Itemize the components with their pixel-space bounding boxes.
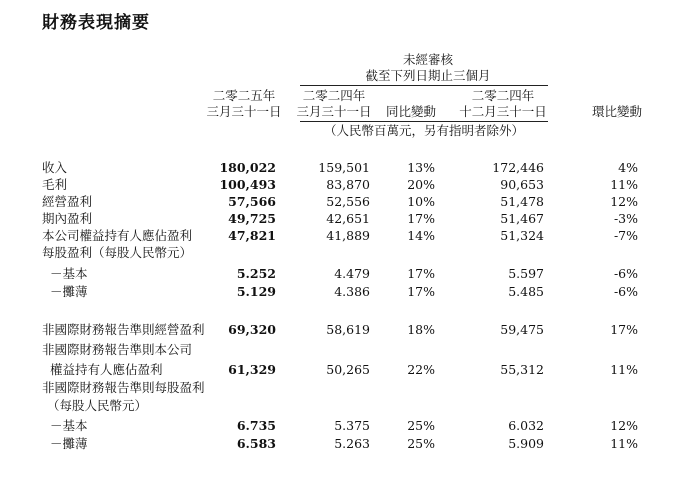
cell-yoy: 18% — [407, 322, 435, 337]
period-label: 截至下列日期止三個月 — [365, 68, 491, 83]
table-row — [0, 398, 700, 414]
cell-2024q4: 51,478 — [500, 194, 544, 209]
cell-2024q4: 51,467 — [500, 211, 544, 226]
table-row — [0, 211, 700, 227]
row-label: 毛利 — [42, 177, 68, 192]
cell-yoy: 17% — [407, 284, 435, 299]
row-label: 期內盈利 — [42, 211, 93, 226]
row-label: －基本 — [50, 418, 88, 433]
cell-qoq: 11% — [610, 177, 638, 192]
table-row — [0, 194, 700, 210]
cell-2024q1: 58,619 — [326, 322, 370, 337]
table-row — [0, 160, 700, 176]
cell-2025q1: 57,566 — [228, 194, 276, 209]
col1-year: 二零二五年 — [212, 88, 276, 103]
table-row — [0, 362, 700, 378]
table-row — [0, 342, 700, 358]
table-row — [0, 380, 700, 396]
col1-date: 三月三十一日 — [206, 104, 282, 119]
row-label: 非國際財務報告準則每股盈利 — [42, 380, 205, 395]
cell-qoq: 12% — [610, 418, 638, 433]
cell-2025q1: 47,821 — [228, 228, 276, 243]
table-row — [0, 228, 700, 244]
row-label: 本公司權益持有人應佔盈利 — [42, 228, 193, 243]
cell-2025q1: 5.129 — [236, 284, 276, 299]
cell-2024q1: 159,501 — [318, 160, 370, 175]
row-label: 非國際財務報告準則本公司 — [42, 342, 193, 357]
col2-date: 三月三十一日 — [296, 104, 372, 119]
cell-yoy: 13% — [407, 160, 435, 175]
table-row — [0, 266, 700, 282]
cell-2025q1: 49,725 — [228, 211, 276, 226]
cell-2024q4: 55,312 — [500, 362, 544, 377]
cell-2024q1: 4.479 — [334, 266, 370, 281]
table-row — [0, 284, 700, 300]
table-row — [0, 418, 700, 434]
header-rule-period — [300, 85, 548, 86]
header-rule-unit — [300, 121, 548, 122]
cell-yoy: 10% — [407, 194, 435, 209]
cell-2024q1: 83,870 — [326, 177, 370, 192]
cell-2025q1: 180,022 — [219, 160, 276, 175]
cell-2024q4: 59,475 — [500, 322, 544, 337]
row-label: －攤薄 — [50, 284, 88, 299]
cell-2024q4: 51,324 — [500, 228, 544, 243]
row-label: 經營盈利 — [42, 194, 93, 209]
cell-2024q1: 41,889 — [326, 228, 370, 243]
cell-2024q1: 4.386 — [334, 284, 370, 299]
col3-header: 同比變動 — [385, 104, 437, 119]
cell-2025q1: 61,329 — [228, 362, 276, 377]
cell-qoq: 11% — [610, 362, 638, 377]
cell-2024q4: 6.032 — [508, 418, 544, 433]
cell-2024q4: 5.485 — [508, 284, 544, 299]
cell-2024q4: 90,653 — [500, 177, 544, 192]
cell-qoq: -6% — [613, 284, 638, 299]
cell-2025q1: 5.252 — [236, 266, 276, 281]
col4-year: 二零二四年 — [471, 88, 535, 103]
cell-2024q1: 50,265 — [326, 362, 370, 377]
cell-2025q1: 6.583 — [236, 436, 276, 451]
cell-yoy: 17% — [407, 211, 435, 226]
cell-qoq: -7% — [613, 228, 638, 243]
cell-yoy: 14% — [407, 228, 435, 243]
row-label: （每股人民幣元） — [47, 398, 148, 413]
row-label: －攤薄 — [50, 436, 88, 451]
cell-yoy: 25% — [407, 436, 435, 451]
table-row — [0, 245, 700, 261]
row-label: 收入 — [42, 160, 68, 175]
table-row — [0, 322, 700, 338]
cell-2024q4: 5.597 — [508, 266, 544, 281]
cell-2024q1: 42,651 — [326, 211, 370, 226]
cell-2025q1: 100,493 — [219, 177, 276, 192]
unaudited-label: 未經審核 — [402, 52, 454, 67]
cell-2024q1: 5.375 — [334, 418, 370, 433]
cell-yoy: 20% — [407, 177, 435, 192]
unit-note: （人民幣百萬元，另有指明者除外） — [323, 123, 525, 138]
cell-2024q4: 172,446 — [492, 160, 544, 175]
cell-2024q4: 5.909 — [508, 436, 544, 451]
cell-yoy: 17% — [407, 266, 435, 281]
cell-yoy: 25% — [407, 418, 435, 433]
cell-qoq: -3% — [613, 211, 638, 226]
row-label: －基本 — [50, 266, 88, 281]
page-title: 財務表現摘要 — [42, 13, 150, 33]
cell-2024q1: 5.263 — [334, 436, 370, 451]
cell-qoq: 17% — [610, 322, 638, 337]
cell-2025q1: 69,320 — [228, 322, 276, 337]
cell-2024q1: 52,556 — [326, 194, 370, 209]
table-row — [0, 436, 700, 452]
cell-qoq: 12% — [610, 194, 638, 209]
row-label: 非國際財務報告準則經營盈利 — [42, 322, 205, 337]
cell-qoq: 4% — [618, 160, 638, 175]
col2-year: 二零二四年 — [302, 88, 366, 103]
table-row — [0, 177, 700, 193]
cell-qoq: -6% — [613, 266, 638, 281]
col5-header: 環比變動 — [591, 104, 643, 119]
row-label: 每股盈利（每股人民幣元） — [42, 245, 193, 260]
cell-yoy: 22% — [407, 362, 435, 377]
cell-2025q1: 6.735 — [236, 418, 276, 433]
col4-date: 十二月三十一日 — [459, 104, 547, 119]
cell-qoq: 11% — [610, 436, 638, 451]
row-label: 權益持有人應佔盈利 — [50, 362, 163, 377]
